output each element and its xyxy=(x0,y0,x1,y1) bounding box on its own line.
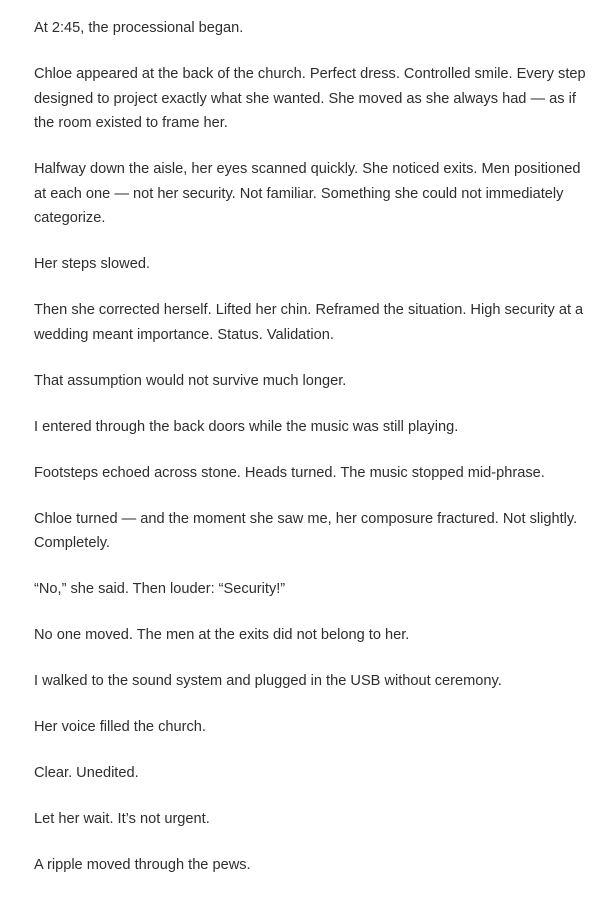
paragraph: I walked to the sound system and plugged in the USB without ceremony. xyxy=(34,673,502,689)
paragraph: A ripple moved through the pews. xyxy=(34,857,251,873)
paragraph: Chloe appeared at the back of the church. Perfect dress. Controlled smile. Every step designed to project exactly what she wanted. She moved as she always had — as if the room existed to frame her. xyxy=(34,66,586,131)
paragraph: That assumption would not survive much longer. xyxy=(34,372,347,389)
paragraph: Her voice filled the church. xyxy=(34,719,206,735)
paragraph: Halfway down the aisle, her eyes scanned quickly. She noticed exits. Men positioned at each one — not her security. Not familiar. Something she could not immediately categorize. xyxy=(34,161,581,226)
paragraph: Her steps slowed. xyxy=(34,256,150,272)
paragraph: Let her wait. It’s not urgent. xyxy=(34,811,210,827)
paragraph: Footsteps echoed across stone. Heads turned. The music stopped mid-phrase. xyxy=(34,464,545,481)
paragraph: Chloe turned — and the moment she saw me, her composure fractured. Not slightly. Completely. xyxy=(34,510,578,551)
paragraph: I entered through the back doors while the music was still playing. xyxy=(34,418,459,435)
story-text xyxy=(34,16,590,899)
paragraph: At 2:45, the processional began. xyxy=(34,20,244,36)
paragraph: “No,” she said. Then louder: “Security!” xyxy=(34,581,286,597)
paragraph: No one moved. The men at the exits did not belong to her. xyxy=(34,627,410,643)
paragraph: Clear. Unedited. xyxy=(34,765,139,781)
paragraph: Then she corrected herself. Lifted her chin. Reframed the situation. High security at a wedding meant importance. Status. Validation. xyxy=(34,302,584,343)
